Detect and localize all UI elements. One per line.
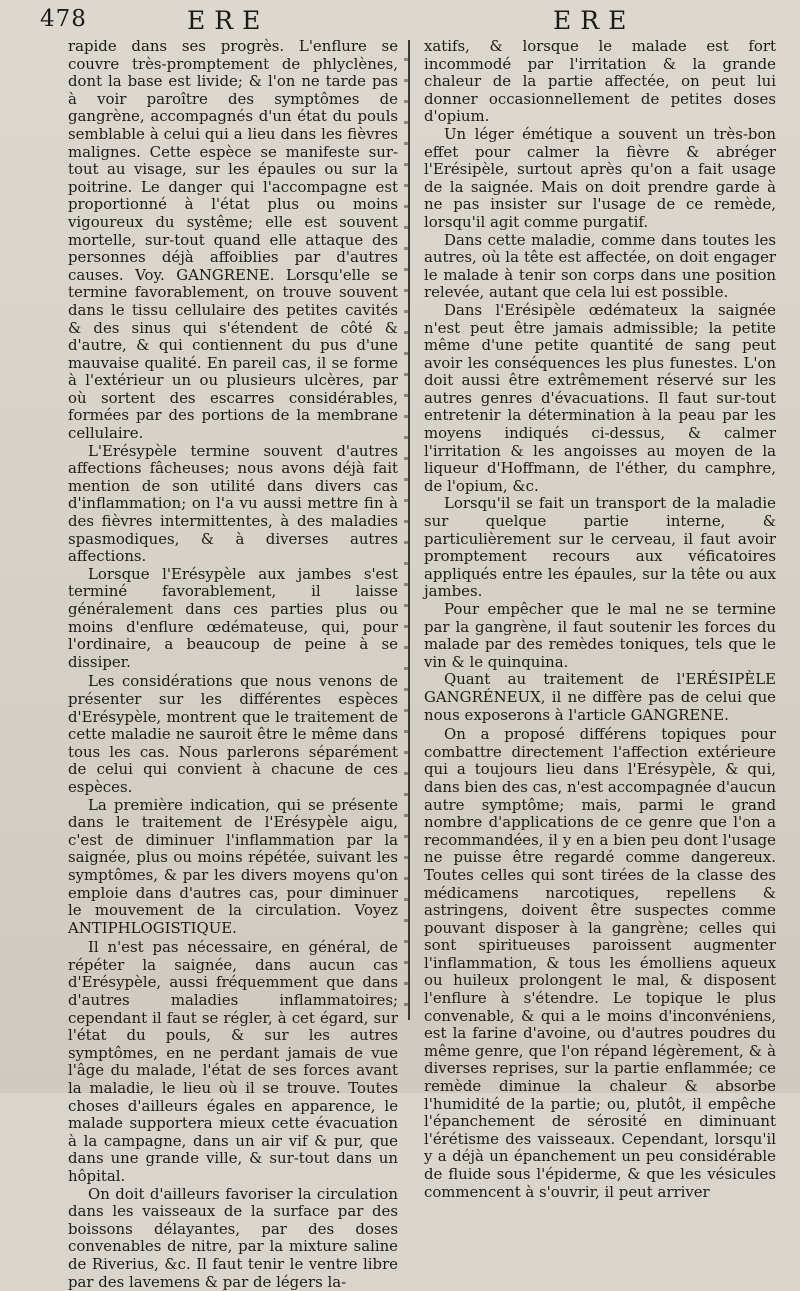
column-divider — [408, 40, 410, 1020]
running-head-right: ERE — [553, 6, 636, 35]
running-header — [0, 6, 800, 36]
right-column — [424, 38, 776, 1201]
page-number: 478 — [40, 6, 87, 32]
paragraph: Dans l'Erésipèle œdémateux la saignée n'est peut être jamais admissible; la petite même d'une petite quantité de sang peut avoir les conséquences les plus funestes. L'on doit aussi être extrêmement réservé sur les autres genres d'évacuations. Il faut sur-tout entretenir la détermination à la peau par les moyens indiqués ci-dessus, & calmer l'irritation & les angoisses au moyen de la liqueur d'Hoffmann, de l'éther, du camphre, de l'opium, &c. — [424, 300, 776, 495]
paragraph: Il n'est pas nécessaire, en général, de répéter la saignée, dans aucun cas d'Erésypèle, aussi fréquemment que dans d'autres maladies inflammatoires; cependant il faut se régler, à cet égard, sur l'état du pouls, & sur les autres symptômes, en ne perdant jamais de vue l'âge du malade, l'état de ses forces avant la maladie, le lieu où il se trouve. Toutes choses d'ailleurs égales en apparence, le malade supportera mieux cette évacuation à la campagne, dans un air vif & pur, que dans une grande ville, & sur-tout dans un hôpital. — [68, 938, 398, 1185]
paragraph: Lorsqu'il se fait un transport de la maladie sur quelque partie interne, & particulièrement sur le cerveau, il faut avoir promptement recours aux véficatoires appliqués entre les épaules, sur la tête ou aux jambes. — [424, 494, 776, 601]
running-head-left: ERE — [187, 6, 270, 35]
paragraph: Quant au traitement de l'ERÉSIPÈLE GANGRÉNEUX, il ne diffère pas de celui que nous exposerons à l'article GANGRENE. — [424, 670, 776, 724]
paragraph: La première indication, qui se présente dans le traitement de l'Erésypèle aigu, c'est de diminuer l'inflammation par la saignée, plus ou moins répétée, suivant les symptômes, & par les divers moyens qu'on emploie dans d'autres cas, pour diminuer le mouvement de la circulation. Voyez ANTIPHLOGISTIQUE. — [68, 795, 398, 937]
left-column — [68, 38, 398, 1291]
paragraph: Pour empêcher que le mal ne se termine par la gangrène, il faut soutenir les forces du malade par des remèdes toniques, tels que le vin & le quinquina. — [424, 600, 776, 671]
paragraph: Les considérations que nous venons de présenter sur les différentes espèces d'Erésypèle, montrent que le traitement de cette maladie ne sauroit être le même dans tous les cas. Nous parlerons séparément de celui qui convient à chacune de ces espèces. — [68, 672, 398, 796]
paragraph: rapide dans ses progrès. L'enflure se couvre très-promptement de phlyclènes, dont la base est livide; & l'on ne tarde pas à voir paroître des symptômes de gangrène, accompagnés d'un état du pouls semblable à celui qui a lieu dans les fièvres malignes. Cette espèce se manifeste sur-tout au visage, sur les épaules ou sur la poitrine. Le danger qui l'accompagne est proportionné à l'état plus ou moins vigoureux du systême; elle est souvent mortelle, sur-tout quand elle attaque des personnes déjà affoiblies par d'autres causes. Voy. GANGRENE. Lorsqu'elle se termine favorablement, on trouve souvent dans le tissu cellulaire des petites cavités & des sinus qui s'étendent de côté & d'autre, & qui contiennent du pus d'une mauvaise qualité. En pareil cas, il se forme à l'extérieur un ou plusieurs ulcères, par où sortent des escarres considérables, formées par des portions de la membrane cellulaire. — [68, 37, 398, 443]
paragraph: Un léger émétique a souvent un très-bon effet pour calmer la fièvre & abréger l'Erésipèle, surtout après qu'on a fait usage de la saignée. Mais on doit prendre garde à ne pas insister sur l'usage de ce remède, lorsqu'il agit comme purgatif. — [424, 124, 776, 231]
paragraph: On a proposé différens topiques pour combattre directement l'affection extérieure qui a toujours lieu dans l'Erésypèle, & qui, dans bien des cas, n'est accompagnée d'aucun autre symptôme; mais, parmi le grand nombre d'applications de ce genre que l'on a recommandées, il y en a bien peu dont l'usage ne puisse être regardé comme dangereux. Toutes celles qui sont tirées de la classe des médicamens narcotiques, repellens & astringens, doivent être suspectes comme pouvant disposer à la gangrène; celles qui sont spiritueuses paroissent augmenter l'inflammation, & tous les émolliens aqueux ou huileux prolongent le mal, & disposent l'enflure à s'étendre. Le topique le plus convenable, & qui a le moins d'inconvéniens, est la farine d'avoine, ou d'autres poudres du même genre, que l'on répand légèrement, & à diverses reprises, sur la partie enflammée; ce remède diminue la chaleur & absorbe l'humidité de la partie; ou, plutôt, il empêche l'épanchement de sérosité en diminuant l'érétisme des vaisseaux. Cependant, lorsqu'il y a déjà un épanchement un peu considérable de fluide sous l'épiderme, & que les vésicules commencent à s'ouvrir, il peut arriver — [424, 725, 776, 1201]
paragraph: On doit d'ailleurs favoriser la circulation dans les vaisseaux de la surface par des boissons délayantes, par des doses convenables de nitre, par la mixture saline de Riverius, &c. Il faut tenir le ventre libre par des lavemens & par de légers la- — [68, 1184, 398, 1291]
paragraph: xatifs, & lorsque le malade est fort incommodé par l'irritation & la grande chaleur de la partie affectée, on peut lui donner occasionnellement de petites doses d'opium. — [424, 37, 776, 126]
paragraph: Lorsque l'Erésypèle aux jambes s'est terminé favorablement, il laisse généralement dans ces parties plus ou moins d'enflure œdémateuse, qui, pour l'ordinaire, a beaucoup de peine à se dissiper. — [68, 564, 398, 671]
paragraph: L'Erésypèle termine souvent d'autres affections fâcheuses; nous avons déjà fait mention de son utilité dans divers cas d'inflammation; on l'a vu aussi mettre fin à des fièvres intermittentes, à des maladies spasmodiques, & à diverses autres affections. — [68, 441, 398, 566]
paragraph: Dans cette maladie, comme dans toutes les autres, où la tête est affectée, on doit engager le malade à tenir son corps dans une position relevée, autant que cela lui est possible. — [424, 230, 776, 302]
